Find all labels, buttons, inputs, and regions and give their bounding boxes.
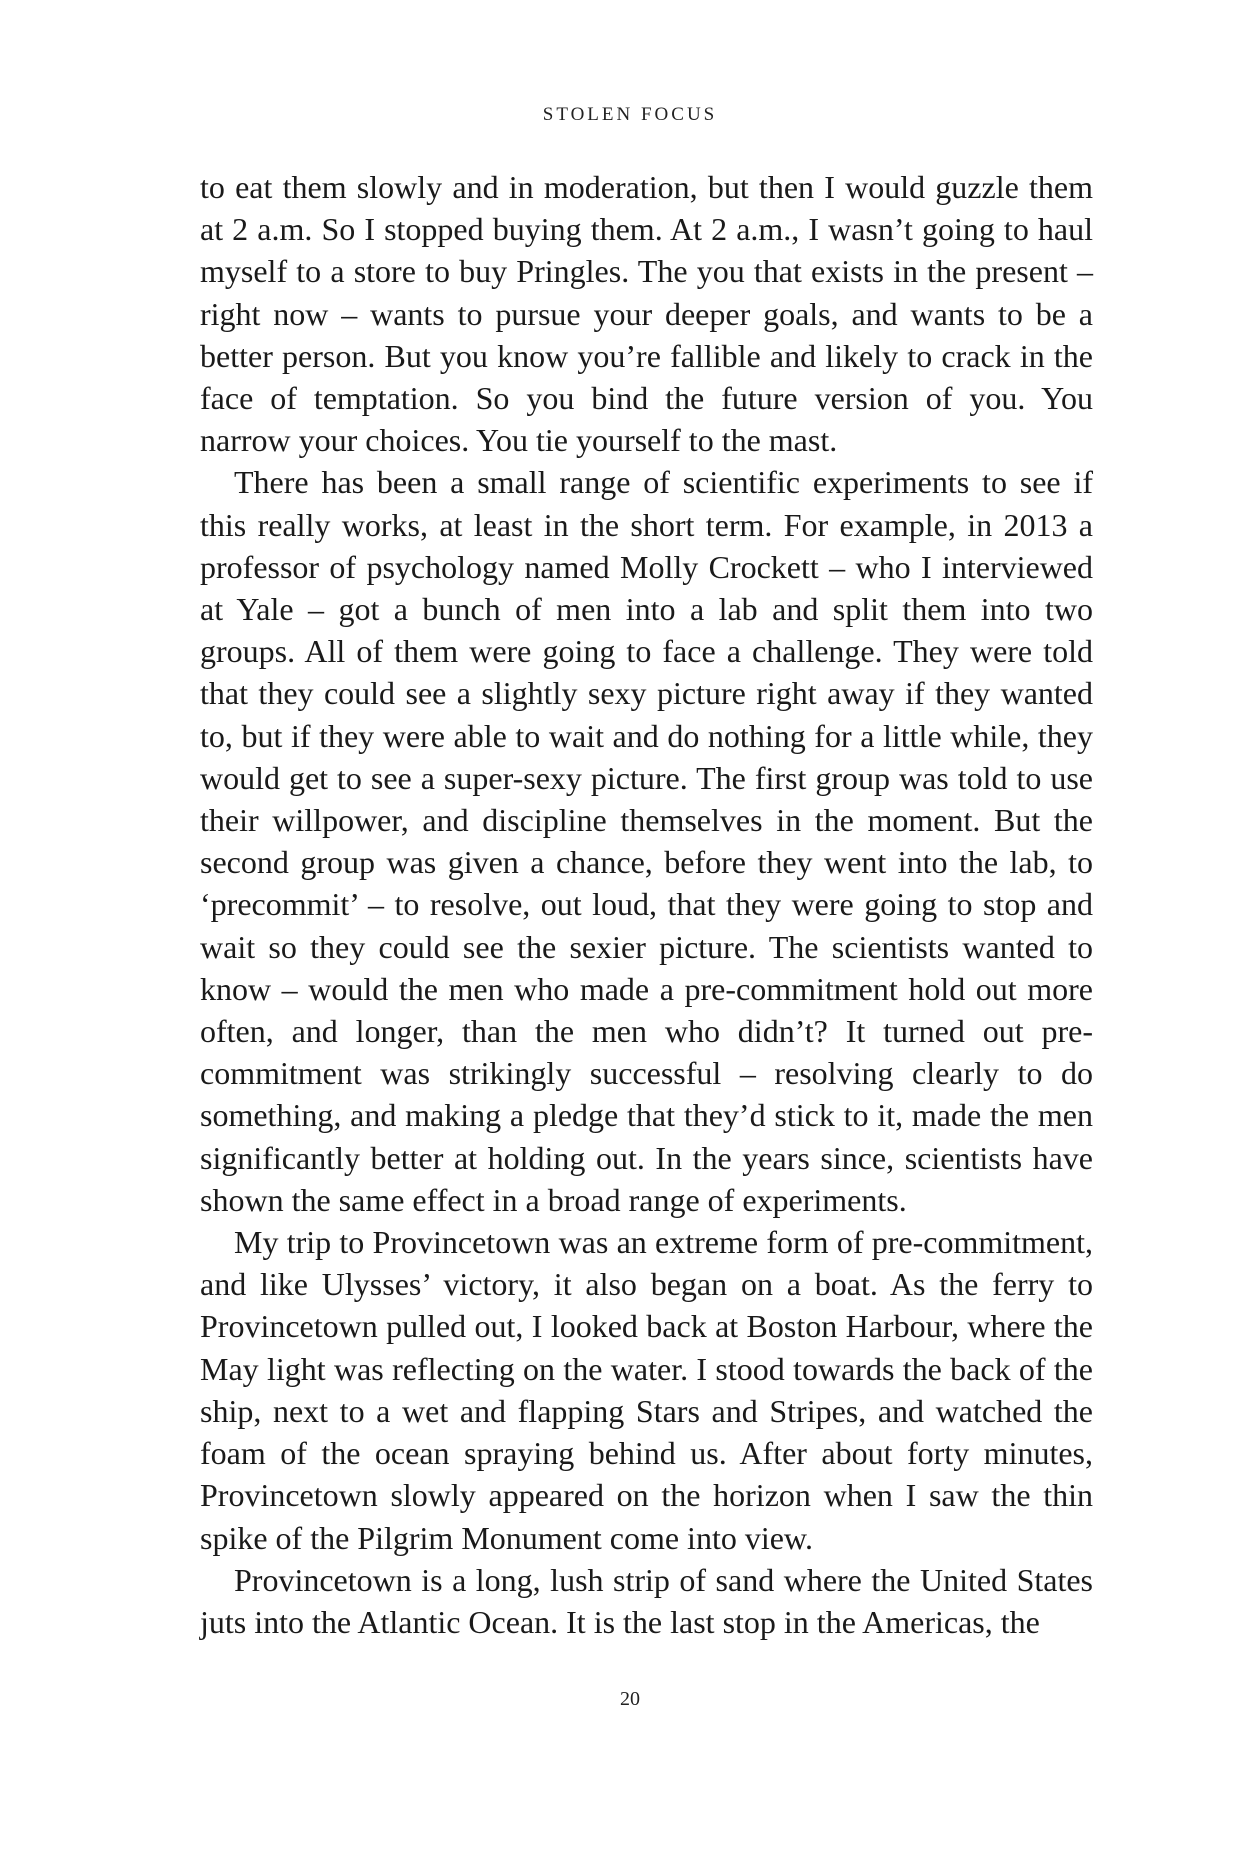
page-number: 20: [620, 1688, 640, 1710]
paragraph: There has been a small range of scientific experiments to see if this really works, at least in the short term. For example, in 2013 a professor of psychology named Molly Crockett – who I interviewed at Yale – got a bunch of men into a lab and split them into two groups. All of them were going to face a challenge. They were told that they could see a slightly sexy picture right away if they wanted to, but if they were able to wait and do nothing for a little while, they would get to see a super-sexy picture. The first group was told to use their willpower, and discipline themselves in the moment. But the second group was given a chance, before they went into the lab, to ‘precommit’ – to resolve, out loud, that they were going to stop and wait so they could see the sexier picture. The scientists wanted to know – would the men who made a pre-commitment hold out more often, and longer, than the men who didn’t? It turned out pre-commitment was strikingly successful – resolving clearly to do something, and making a pledge that they’d stick to it, made the men significantly better at holding out. In the years since, scientists have shown the same effect in a broad range of experiments.: [200, 464, 1093, 1218]
running-head: STOLEN FOCUS: [542, 104, 718, 125]
paragraph: Provincetown is a long, lush strip of sand where the United States juts into the Atlantic Ocean. It is the last stop in the Americas, the: [200, 1561, 1093, 1640]
paragraph: to eat them slowly and in moderation, but then I would guzzle them at 2 a.m. So I stopped buying them. At 2 a.m., I wasn’t going to haul myself to a store to buy Pringles. The you that exists in the present – right now – wants to pursue your deeper goals, and wants to be a better person. But you know you’re fallible and likely to crack in the face of temptation. So you bind the future version of you. You narrow your choices. You tie yourself to the mast.: [200, 169, 1093, 459]
paragraph: My trip to Provincetown was an extreme form of pre-commitment, and like Ulysses’ victory, it also began on a boat. As the ferry to Provincetown pulled out, I looked back at Boston Harbour, where the May light was reflecting on the water. I stood towards the back of the ship, next to a wet and flapping Stars and Stripes, and watched the foam of the ocean spraying behind us. After about forty minutes, Provincetown slowly appeared on the horizon when I saw the thin spike of the Pilgrim Monument come into view.: [200, 1224, 1093, 1556]
body-text: [200, 166, 1093, 1643]
